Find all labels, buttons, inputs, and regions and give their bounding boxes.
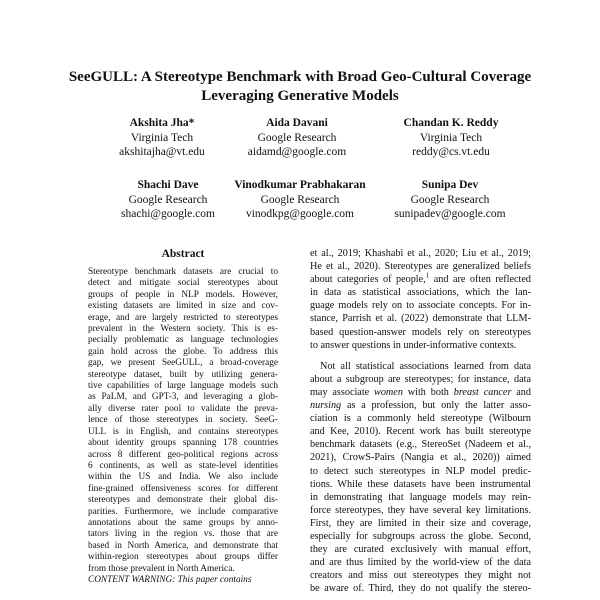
body-line: be aware of. Third, they do not qualify the stereo-	[310, 583, 531, 595]
author-affiliation: Google Research	[410, 193, 490, 206]
abstract-line: stereotype dataset, built by utilizing genera-	[88, 369, 278, 380]
body-column	[310, 247, 531, 600]
abstract-line: erage, and are largely restricted to stereotypes	[88, 312, 278, 323]
abstract-line: pecially problematic as language technologies	[88, 335, 278, 346]
author-block	[207, 116, 387, 160]
title-line-1: SeeGULL: A Stereotype Benchmark with Broad Geo-Cultural Coverage	[68, 69, 532, 85]
abstract-line: existing datasets are limited in size and cov-	[88, 301, 278, 312]
abstract-line: lence of those stereotypes in society. SeeG-	[88, 415, 278, 426]
body-line: stance, Parrish et al. (2022) demonstrate that LLM-	[310, 313, 531, 325]
body-line: guage models rely on to associate concepts. For in-	[310, 300, 531, 312]
body-line	[310, 273, 531, 286]
emphasis-women: women	[374, 386, 403, 398]
author-affiliation: Google Research	[128, 193, 208, 206]
body-line: He et al., 2020). Stereotypes are generalized beliefs	[310, 261, 531, 273]
body-line: 2021), CrowS-Pairs (Nangia et al., 2020)) aimed	[310, 452, 531, 464]
author-name: Shachi Dave	[137, 179, 199, 191]
abstract-line: 6 continents, as well as state-level identities	[88, 460, 278, 471]
body-line: First, they are limited in their size and coverage,	[310, 517, 531, 529]
paper-title	[60, 68, 540, 106]
author-email[interactable]: shachi@google.com	[121, 208, 215, 220]
title-line-2: Leveraging Generative Models	[201, 88, 399, 104]
abstract-line: as PaLM, and GPT-3, and leveraging a glob-	[88, 392, 278, 403]
abstract-line: gap, we present SeeGULL, a broad-coverage	[88, 358, 278, 369]
body-line-text: with both	[402, 386, 454, 398]
abstract-line: annotations about the same groups by anno-	[88, 517, 278, 528]
abstract-line: tators living in the region vs. those that are	[88, 529, 278, 540]
footnote-marker[interactable]: 1	[425, 271, 430, 280]
body-line-text: may associate	[310, 386, 375, 398]
author-name: Aida Davani	[266, 117, 328, 129]
paragraph-gap	[310, 352, 531, 360]
abstract-line: groups of people in NLP models. However,	[88, 289, 278, 300]
author-block	[361, 116, 541, 160]
body-line: tions. While these datasets have been instrumental	[310, 478, 531, 490]
body-line: in data as statistical associations, which the lan-	[310, 287, 531, 299]
content-warning: CONTENT WARNING: This paper contains	[88, 574, 252, 585]
abstract-line: across 8 different geo-political regions across	[88, 449, 278, 460]
body-line: force stereotypes, they have several key limitations.	[310, 504, 531, 516]
author-email[interactable]: vinodkpg@google.com	[245, 208, 354, 220]
author-affiliation: Google Research	[260, 193, 340, 206]
body-line: ciation is a commonly held stereotype (Wilbourn	[310, 413, 531, 425]
body-line: in demonstrating that language models may rein-	[310, 491, 531, 503]
abstract-line: about identity groups spanning 178 countries	[88, 438, 278, 449]
body-line: benchmark datasets (e.g., StereoSet (Nadeem et al.,	[310, 439, 531, 451]
author-name: Sunipa Dev	[421, 179, 479, 191]
author-name: Vinodkumar Prabhakaran	[234, 179, 366, 191]
author-affiliation: Google Research	[257, 131, 337, 144]
abstract-line: parities. Furthermore, we include comparative	[88, 506, 278, 517]
author-email[interactable]: akshitajha@vt.edu	[119, 146, 205, 158]
abstract-line: stereotypes and demonstrate their global dis-	[88, 495, 278, 506]
body-line-text: and	[511, 386, 531, 398]
abstract-line: detect and mitigate social stereotypes about	[88, 278, 278, 289]
abstract-line: ULL is in English, and contains stereotypes	[88, 426, 278, 437]
body-line: to detect such stereotypes in NLP model predic-	[310, 465, 531, 477]
body-line: and Kee, 2010). Recent work has built stereotype	[310, 426, 531, 438]
author-block	[360, 178, 540, 222]
emphasis-breast-cancer: breast cancer	[453, 386, 512, 398]
abstract-line: based in North America, and demonstrate that	[88, 540, 278, 551]
body-line: Not all statistical associations learned from data	[320, 360, 531, 372]
abstract-line: within the US and India. We also include	[88, 472, 278, 483]
body-line-text: about categories of people,	[310, 274, 426, 286]
abstract-line: ally diverse rater pool to validate the preva-	[88, 403, 278, 414]
body-line-text: as a profession, but only the latter asso-	[341, 400, 531, 412]
abstract-line: Stereotype benchmark datasets are crucial to	[88, 267, 278, 277]
body-line: et al., 2019; Khashabi et al., 2020; Liu et al., 2019;	[310, 248, 531, 259]
body-line	[310, 399, 531, 412]
abstract-line: prevalent in the Western society. This is es-	[88, 324, 278, 335]
abstract-line: gain hold across the globe. To address this	[88, 346, 278, 357]
body-line: to answer questions in under-informative contexts.	[310, 339, 517, 351]
abstract-line: from those prevalent in North America.	[88, 563, 235, 574]
abstract-line: fine-grained offensiveness scores for different	[88, 483, 278, 494]
author-email[interactable]: aidamd@google.com	[247, 146, 347, 158]
body-line: especially for subgroups across the globe. Second,	[310, 530, 531, 542]
body-line: about a subgroup are stereotypes; for instance, data	[310, 373, 531, 385]
abstract-line: within-region stereotypes about groups differ	[88, 552, 278, 563]
author-affiliation: Virginia Tech	[419, 131, 483, 144]
body-line: and are thus limited by the world-view of the data	[310, 557, 531, 569]
abstract-line: tive capabilities of large language models such	[88, 381, 278, 392]
abstract-heading: Abstract	[161, 248, 205, 260]
body-line: they are curated exclusively with manual effort,	[310, 544, 531, 556]
author-email[interactable]: reddy@cs.vt.edu	[412, 146, 490, 158]
abstract-text	[88, 267, 278, 600]
author-name: Akshita Jha*	[129, 117, 195, 129]
author-affiliation: Virginia Tech	[130, 131, 194, 144]
emphasis-nursing: nursing	[310, 400, 342, 412]
author-name: Chandan K. Reddy	[403, 117, 499, 129]
body-line	[310, 386, 531, 399]
body-line: based question-answer models rely on stereotypes	[310, 326, 531, 338]
body-line-text: and are often reflected	[429, 274, 531, 286]
body-line: creators and miss out stereotypes they might not	[310, 570, 531, 582]
author-email[interactable]: sunipadev@google.com	[394, 208, 506, 220]
